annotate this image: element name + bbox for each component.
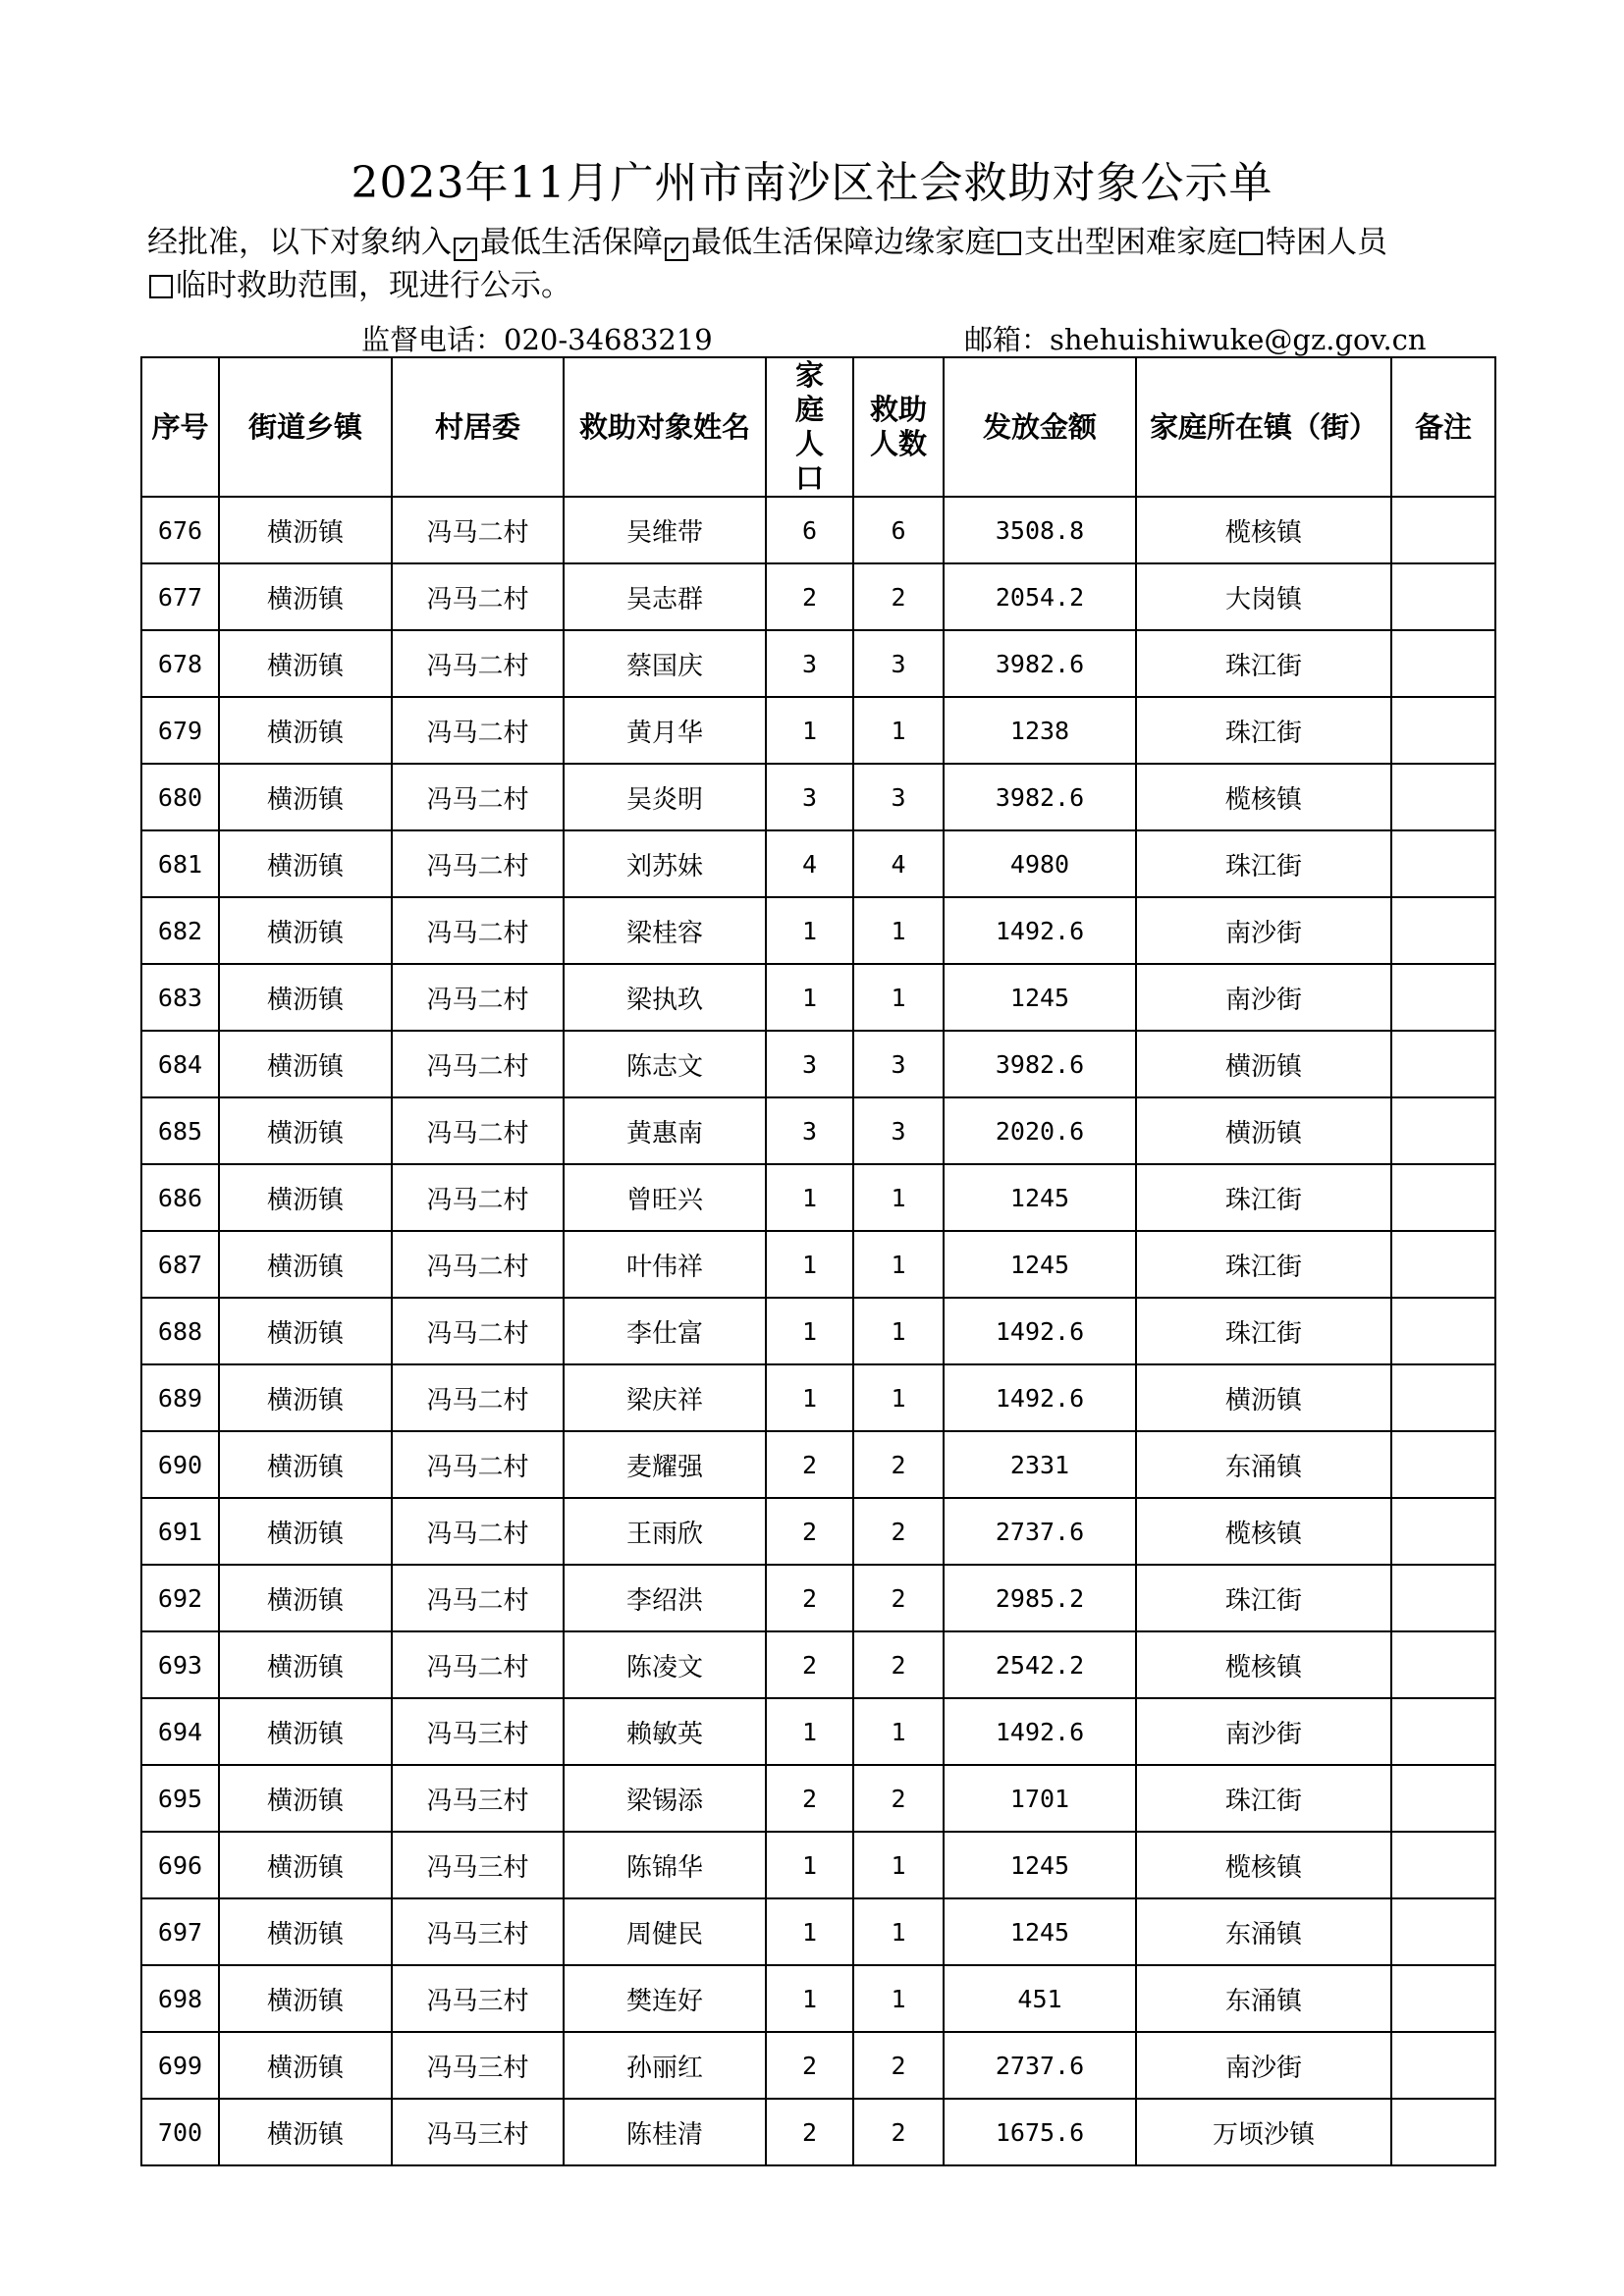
table-row xyxy=(141,1898,1495,1965)
home-town-cell: 珠江街 xyxy=(1136,1765,1391,1832)
amount-cell: 2737.6 xyxy=(944,2032,1136,2099)
checkbox-icon xyxy=(149,275,173,298)
header-cell: 家庭所在镇（街） xyxy=(1136,357,1391,497)
amount-cell: 2054.2 xyxy=(944,563,1136,630)
amount-cell: 1492.6 xyxy=(944,897,1136,964)
amount-cell: 2331 xyxy=(944,1431,1136,1498)
serial-cell: 690 xyxy=(141,1431,219,1498)
village-cell: 冯马二村 xyxy=(392,830,564,897)
assisted-count-cell: 2 xyxy=(853,2032,944,2099)
household-size-cell: 4 xyxy=(766,830,853,897)
household-size-cell: 1 xyxy=(766,1698,853,1765)
village-cell: 冯马三村 xyxy=(392,2099,564,2165)
remark-cell xyxy=(1391,964,1495,1031)
serial-cell: 692 xyxy=(141,1565,219,1631)
table-row xyxy=(141,1965,1495,2032)
assisted-count-cell: 3 xyxy=(853,630,944,697)
table-row xyxy=(141,1832,1495,1898)
household-size-cell: 2 xyxy=(766,1565,853,1631)
home-town-cell: 珠江街 xyxy=(1136,697,1391,764)
village-cell: 冯马二村 xyxy=(392,1364,564,1431)
serial-cell: 699 xyxy=(141,2032,219,2099)
header-cell: 村居委 xyxy=(392,357,564,497)
village-cell: 冯马二村 xyxy=(392,1631,564,1698)
assisted-count-cell: 3 xyxy=(853,1097,944,1164)
assisted-count-cell: 6 xyxy=(853,497,944,563)
table-row xyxy=(141,1565,1495,1631)
amount-cell: 451 xyxy=(944,1965,1136,2032)
serial-cell: 677 xyxy=(141,563,219,630)
table-row xyxy=(141,497,1495,563)
header-cell: 序号 xyxy=(141,357,219,497)
table-row xyxy=(141,563,1495,630)
street-town-cell: 横沥镇 xyxy=(219,1565,392,1631)
recipient-name-cell: 吴炎明 xyxy=(564,764,766,830)
assisted-count-cell: 4 xyxy=(853,830,944,897)
amount-cell: 1492.6 xyxy=(944,1298,1136,1364)
household-size-cell: 3 xyxy=(766,1031,853,1097)
header-cell: 备注 xyxy=(1391,357,1495,497)
household-size-cell: 1 xyxy=(766,1231,853,1298)
street-town-cell: 横沥镇 xyxy=(219,1965,392,2032)
remark-cell xyxy=(1391,2099,1495,2165)
assisted-count-cell: 2 xyxy=(853,1565,944,1631)
amount-cell: 3982.6 xyxy=(944,630,1136,697)
assisted-count-cell: 2 xyxy=(853,563,944,630)
household-size-cell: 2 xyxy=(766,1765,853,1832)
assisted-count-cell: 1 xyxy=(853,697,944,764)
assisted-count-cell: 1 xyxy=(853,1364,944,1431)
household-size-cell: 3 xyxy=(766,764,853,830)
remark-cell xyxy=(1391,830,1495,897)
amount-cell: 3982.6 xyxy=(944,1031,1136,1097)
assisted-count-cell: 1 xyxy=(853,1832,944,1898)
serial-cell: 685 xyxy=(141,1097,219,1164)
household-size-cell: 3 xyxy=(766,630,853,697)
intro-prefix: 经批准，以下对象纳入 xyxy=(147,225,452,260)
village-cell: 冯马二村 xyxy=(392,563,564,630)
scope-label: 特困人员 xyxy=(1266,225,1387,260)
recipient-name-cell: 梁执玖 xyxy=(564,964,766,1031)
table-row xyxy=(141,764,1495,830)
recipient-name-cell: 吴志群 xyxy=(564,563,766,630)
remark-cell xyxy=(1391,697,1495,764)
recipient-name-cell: 李仕富 xyxy=(564,1298,766,1364)
street-town-cell: 横沥镇 xyxy=(219,1097,392,1164)
village-cell: 冯马二村 xyxy=(392,1565,564,1631)
street-town-cell: 横沥镇 xyxy=(219,497,392,563)
home-town-cell: 东涌镇 xyxy=(1136,1431,1391,1498)
table-row xyxy=(141,1431,1495,1498)
village-cell: 冯马三村 xyxy=(392,1832,564,1898)
remark-cell xyxy=(1391,1898,1495,1965)
serial-cell: 687 xyxy=(141,1231,219,1298)
table-row xyxy=(141,830,1495,897)
amount-cell: 1245 xyxy=(944,964,1136,1031)
home-town-cell: 珠江街 xyxy=(1136,1565,1391,1631)
table-row xyxy=(141,2032,1495,2099)
scope-label: 支出型困难家庭 xyxy=(1024,225,1237,260)
remark-cell xyxy=(1391,1097,1495,1164)
page-title: 2023年11月广州市南沙区社会救助对象公示单 xyxy=(351,158,1273,208)
table-row xyxy=(141,1698,1495,1765)
amount-cell: 3982.6 xyxy=(944,764,1136,830)
header-cell: 救助人数 xyxy=(853,357,944,497)
home-town-cell: 珠江街 xyxy=(1136,630,1391,697)
serial-cell: 695 xyxy=(141,1765,219,1832)
amount-cell: 2985.2 xyxy=(944,1565,1136,1631)
amount-cell: 1675.6 xyxy=(944,2099,1136,2165)
header-cell: 救助对象姓名 xyxy=(564,357,766,497)
table-row xyxy=(141,1097,1495,1164)
recipient-name-cell: 李绍洪 xyxy=(564,1565,766,1631)
recipient-name-cell: 梁桂容 xyxy=(564,897,766,964)
recipient-name-cell: 黄惠南 xyxy=(564,1097,766,1164)
village-cell: 冯马二村 xyxy=(392,1498,564,1565)
assisted-count-cell: 1 xyxy=(853,964,944,1031)
street-town-cell: 横沥镇 xyxy=(219,630,392,697)
header-cell: 家庭人口 xyxy=(766,357,853,497)
home-town-cell: 大岗镇 xyxy=(1136,563,1391,630)
amount-cell: 2737.6 xyxy=(944,1498,1136,1565)
serial-cell: 691 xyxy=(141,1498,219,1565)
recipient-name-cell: 赖敏英 xyxy=(564,1698,766,1765)
recipient-name-cell: 梁锡添 xyxy=(564,1765,766,1832)
remark-cell xyxy=(1391,1565,1495,1631)
serial-cell: 680 xyxy=(141,764,219,830)
street-town-cell: 横沥镇 xyxy=(219,1364,392,1431)
street-town-cell: 横沥镇 xyxy=(219,1631,392,1698)
serial-cell: 693 xyxy=(141,1631,219,1698)
household-size-cell: 2 xyxy=(766,1631,853,1698)
recipient-name-cell: 王雨欣 xyxy=(564,1498,766,1565)
serial-cell: 697 xyxy=(141,1898,219,1965)
village-cell: 冯马二村 xyxy=(392,497,564,563)
street-town-cell: 横沥镇 xyxy=(219,1431,392,1498)
intro-paragraph xyxy=(147,221,1492,307)
assisted-count-cell: 1 xyxy=(853,1965,944,2032)
home-town-cell: 珠江街 xyxy=(1136,1298,1391,1364)
remark-cell xyxy=(1391,1364,1495,1431)
serial-cell: 676 xyxy=(141,497,219,563)
checkbox-icon: ✓ xyxy=(454,238,477,261)
remark-cell xyxy=(1391,1164,1495,1231)
street-town-cell: 横沥镇 xyxy=(219,897,392,964)
household-size-cell: 2 xyxy=(766,2099,853,2165)
home-town-cell: 东涌镇 xyxy=(1136,1898,1391,1965)
table-row xyxy=(141,697,1495,764)
serial-cell: 686 xyxy=(141,1164,219,1231)
village-cell: 冯马二村 xyxy=(392,1164,564,1231)
assisted-count-cell: 1 xyxy=(853,897,944,964)
household-size-cell: 2 xyxy=(766,563,853,630)
home-town-cell: 横沥镇 xyxy=(1136,1364,1391,1431)
table-row xyxy=(141,1031,1495,1097)
amount-cell: 1245 xyxy=(944,1832,1136,1898)
home-town-cell: 珠江街 xyxy=(1136,1164,1391,1231)
street-town-cell: 横沥镇 xyxy=(219,1031,392,1097)
serial-cell: 679 xyxy=(141,697,219,764)
village-cell: 冯马二村 xyxy=(392,697,564,764)
remark-cell xyxy=(1391,497,1495,563)
village-cell: 冯马二村 xyxy=(392,1431,564,1498)
household-size-cell: 1 xyxy=(766,697,853,764)
assisted-count-cell: 3 xyxy=(853,764,944,830)
amount-cell: 2542.2 xyxy=(944,1631,1136,1698)
recipient-name-cell: 周健民 xyxy=(564,1898,766,1965)
amount-cell: 1492.6 xyxy=(944,1698,1136,1765)
remark-cell xyxy=(1391,563,1495,630)
serial-cell: 681 xyxy=(141,830,219,897)
amount-cell: 1245 xyxy=(944,1898,1136,1965)
serial-cell: 698 xyxy=(141,1965,219,2032)
village-cell: 冯马二村 xyxy=(392,1231,564,1298)
home-town-cell: 横沥镇 xyxy=(1136,1031,1391,1097)
table-body xyxy=(141,497,1495,2165)
remark-cell xyxy=(1391,1431,1495,1498)
home-town-cell: 南沙街 xyxy=(1136,1698,1391,1765)
table-row xyxy=(141,1498,1495,1565)
street-town-cell: 横沥镇 xyxy=(219,563,392,630)
remark-cell xyxy=(1391,1498,1495,1565)
recipient-name-cell: 吴维带 xyxy=(564,497,766,563)
recipient-name-cell: 曾旺兴 xyxy=(564,1164,766,1231)
table-row xyxy=(141,1298,1495,1364)
scope-label: 临时救助范围，现进行公示。 xyxy=(176,268,571,303)
table-row xyxy=(141,897,1495,964)
street-town-cell: 横沥镇 xyxy=(219,764,392,830)
village-cell: 冯马二村 xyxy=(392,1298,564,1364)
remark-cell xyxy=(1391,1965,1495,2032)
home-town-cell: 榄核镇 xyxy=(1136,1832,1391,1898)
assisted-count-cell: 2 xyxy=(853,1431,944,1498)
serial-cell: 696 xyxy=(141,1832,219,1898)
scope-label: 最低生活保障边缘家庭 xyxy=(691,225,996,260)
assisted-count-cell: 3 xyxy=(853,1031,944,1097)
home-town-cell: 南沙街 xyxy=(1136,897,1391,964)
table-row xyxy=(141,1164,1495,1231)
recipient-name-cell: 蔡国庆 xyxy=(564,630,766,697)
serial-cell: 678 xyxy=(141,630,219,697)
assisted-count-cell: 1 xyxy=(853,1164,944,1231)
amount-cell: 2020.6 xyxy=(944,1097,1136,1164)
village-cell: 冯马三村 xyxy=(392,2032,564,2099)
recipient-name-cell: 陈桂清 xyxy=(564,2099,766,2165)
recipient-name-cell: 刘苏妹 xyxy=(564,830,766,897)
village-cell: 冯马二村 xyxy=(392,1031,564,1097)
household-size-cell: 1 xyxy=(766,897,853,964)
remark-cell xyxy=(1391,1631,1495,1698)
recipient-name-cell: 麦耀强 xyxy=(564,1431,766,1498)
household-size-cell: 2 xyxy=(766,1431,853,1498)
home-town-cell: 榄核镇 xyxy=(1136,1498,1391,1565)
street-town-cell: 横沥镇 xyxy=(219,2032,392,2099)
street-town-cell: 横沥镇 xyxy=(219,2099,392,2165)
household-size-cell: 6 xyxy=(766,497,853,563)
amount-cell: 1238 xyxy=(944,697,1136,764)
household-size-cell: 1 xyxy=(766,1965,853,2032)
village-cell: 冯马二村 xyxy=(392,630,564,697)
table-row xyxy=(141,1765,1495,1832)
assisted-count-cell: 2 xyxy=(853,1631,944,1698)
home-town-cell: 珠江街 xyxy=(1136,830,1391,897)
street-town-cell: 横沥镇 xyxy=(219,830,392,897)
home-town-cell: 榄核镇 xyxy=(1136,1631,1391,1698)
contact-email: 邮箱：shehuishiwuke@gz.gov.cn xyxy=(964,323,1427,356)
remark-cell xyxy=(1391,1765,1495,1832)
recipient-name-cell: 陈志文 xyxy=(564,1031,766,1097)
recipient-name-cell: 陈锦华 xyxy=(564,1832,766,1898)
home-town-cell: 东涌镇 xyxy=(1136,1965,1391,2032)
home-town-cell: 横沥镇 xyxy=(1136,1097,1391,1164)
household-size-cell: 1 xyxy=(766,1364,853,1431)
remark-cell xyxy=(1391,1031,1495,1097)
street-town-cell: 横沥镇 xyxy=(219,1298,392,1364)
table-row xyxy=(141,2099,1495,2165)
scope-label: 最低生活保障 xyxy=(480,225,663,260)
assisted-count-cell: 1 xyxy=(853,1698,944,1765)
remark-cell xyxy=(1391,764,1495,830)
amount-cell: 1701 xyxy=(944,1765,1136,1832)
assisted-count-cell: 1 xyxy=(853,1898,944,1965)
table-row xyxy=(141,630,1495,697)
serial-cell: 688 xyxy=(141,1298,219,1364)
checkbox-icon: ✓ xyxy=(665,238,688,261)
serial-cell: 684 xyxy=(141,1031,219,1097)
household-size-cell: 1 xyxy=(766,964,853,1031)
table-row xyxy=(141,1364,1495,1431)
recipient-name-cell: 樊连好 xyxy=(564,1965,766,2032)
recipient-name-cell: 孙丽红 xyxy=(564,2032,766,2099)
street-town-cell: 横沥镇 xyxy=(219,697,392,764)
remark-cell xyxy=(1391,2032,1495,2099)
village-cell: 冯马二村 xyxy=(392,897,564,964)
relief-table xyxy=(140,356,1496,2166)
recipient-name-cell: 陈凌文 xyxy=(564,1631,766,1698)
assisted-count-cell: 2 xyxy=(853,2099,944,2165)
assisted-count-cell: 2 xyxy=(853,1498,944,1565)
header-cell: 发放金额 xyxy=(944,357,1136,497)
household-size-cell: 1 xyxy=(766,1298,853,1364)
serial-cell: 694 xyxy=(141,1698,219,1765)
amount-cell: 3508.8 xyxy=(944,497,1136,563)
assisted-count-cell: 1 xyxy=(853,1298,944,1364)
home-town-cell: 南沙街 xyxy=(1136,2032,1391,2099)
remark-cell xyxy=(1391,897,1495,964)
serial-cell: 700 xyxy=(141,2099,219,2165)
assisted-count-cell: 1 xyxy=(853,1231,944,1298)
recipient-name-cell: 叶伟祥 xyxy=(564,1231,766,1298)
home-town-cell: 榄核镇 xyxy=(1136,497,1391,563)
recipient-name-cell: 梁庆祥 xyxy=(564,1364,766,1431)
street-town-cell: 横沥镇 xyxy=(219,964,392,1031)
remark-cell xyxy=(1391,1832,1495,1898)
table-header-row xyxy=(141,357,1495,497)
remark-cell xyxy=(1391,630,1495,697)
remark-cell xyxy=(1391,1231,1495,1298)
street-town-cell: 横沥镇 xyxy=(219,1698,392,1765)
street-town-cell: 横沥镇 xyxy=(219,1164,392,1231)
home-town-cell: 榄核镇 xyxy=(1136,764,1391,830)
household-size-cell: 3 xyxy=(766,1097,853,1164)
amount-cell: 4980 xyxy=(944,830,1136,897)
village-cell: 冯马三村 xyxy=(392,1898,564,1965)
street-town-cell: 横沥镇 xyxy=(219,1832,392,1898)
assisted-count-cell: 2 xyxy=(853,1765,944,1832)
table-row xyxy=(141,1631,1495,1698)
amount-cell: 1245 xyxy=(944,1231,1136,1298)
village-cell: 冯马三村 xyxy=(392,1965,564,2032)
serial-cell: 682 xyxy=(141,897,219,964)
household-size-cell: 2 xyxy=(766,2032,853,2099)
checkbox-icon xyxy=(1239,232,1263,255)
village-cell: 冯马三村 xyxy=(392,1698,564,1765)
household-size-cell: 1 xyxy=(766,1832,853,1898)
street-town-cell: 横沥镇 xyxy=(219,1498,392,1565)
amount-cell: 1245 xyxy=(944,1164,1136,1231)
home-town-cell: 万顷沙镇 xyxy=(1136,2099,1391,2165)
village-cell: 冯马二村 xyxy=(392,1097,564,1164)
table-row xyxy=(141,1231,1495,1298)
household-size-cell: 2 xyxy=(766,1498,853,1565)
recipient-name-cell: 黄月华 xyxy=(564,697,766,764)
table-row xyxy=(141,964,1495,1031)
home-town-cell: 南沙街 xyxy=(1136,964,1391,1031)
amount-cell: 1492.6 xyxy=(944,1364,1136,1431)
home-town-cell: 珠江街 xyxy=(1136,1231,1391,1298)
village-cell: 冯马二村 xyxy=(392,964,564,1031)
street-town-cell: 横沥镇 xyxy=(219,1898,392,1965)
street-town-cell: 横沥镇 xyxy=(219,1231,392,1298)
checkbox-icon xyxy=(998,232,1021,255)
village-cell: 冯马二村 xyxy=(392,764,564,830)
serial-cell: 689 xyxy=(141,1364,219,1431)
remark-cell xyxy=(1391,1698,1495,1765)
header-cell: 街道乡镇 xyxy=(219,357,392,497)
household-size-cell: 1 xyxy=(766,1164,853,1231)
household-size-cell: 1 xyxy=(766,1898,853,1965)
serial-cell: 683 xyxy=(141,964,219,1031)
remark-cell xyxy=(1391,1298,1495,1364)
supervision-phone: 监督电话：020-34683219 xyxy=(361,323,713,356)
village-cell: 冯马三村 xyxy=(392,1765,564,1832)
street-town-cell: 横沥镇 xyxy=(219,1765,392,1832)
